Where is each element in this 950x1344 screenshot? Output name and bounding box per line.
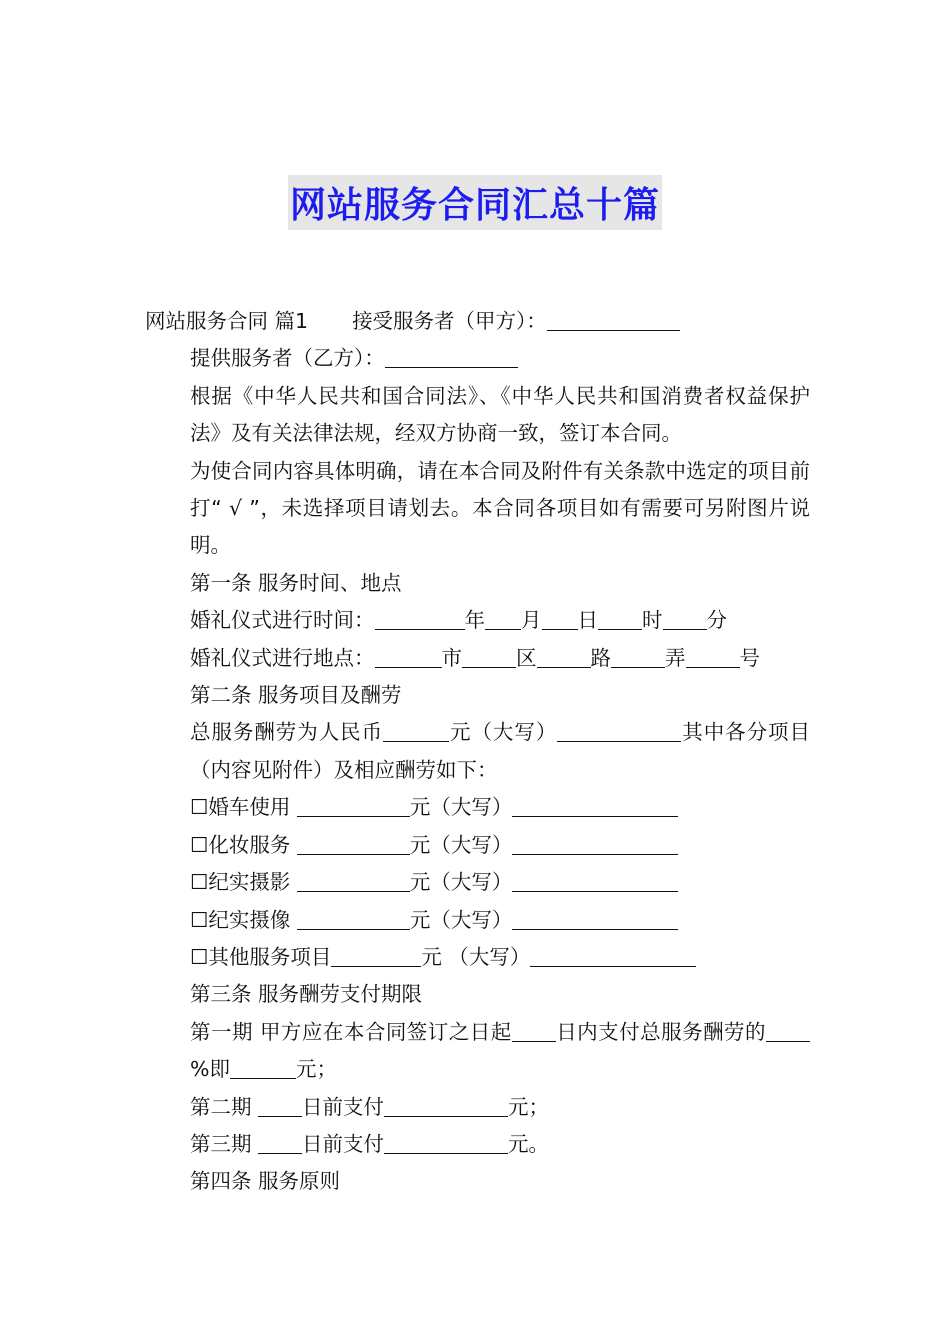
party-a-blank — [547, 308, 680, 331]
service-item-row — [145, 864, 810, 901]
payment-phase-3 — [145, 1126, 810, 1163]
document-body — [145, 303, 810, 1201]
road-unit: 路 — [590, 645, 611, 670]
phase-2-unit: 元； — [508, 1094, 550, 1119]
service-item-label: ☐纪实摄影 — [190, 870, 297, 895]
service-item-capital-label: 元（大写） — [409, 832, 513, 857]
year-blank — [375, 608, 465, 631]
article-1-heading: 第一条 服务时间、地点 — [190, 570, 402, 595]
service-item-amount-blank — [297, 795, 410, 818]
article-3-heading: 第三条 服务酬劳支付期限 — [190, 982, 423, 1007]
service-item-row — [145, 789, 810, 826]
party-a-label: 接受服务者（甲方）： — [352, 309, 547, 333]
city-blank — [375, 645, 442, 668]
service-item-capital-blank — [512, 795, 678, 818]
service-item-capital-blank — [512, 907, 678, 930]
phase-3-label: 第三期 — [190, 1131, 259, 1156]
party-b-label: 提供服务者（乙方）： — [190, 346, 385, 371]
minute-unit: 分 — [706, 608, 727, 633]
paragraph-legal-basis: 根据《中华人民共和国合同法》、《中华人民共和国消费者权益保护法》及有关法律法规，经双方协商一致，签订本合同。 — [190, 383, 810, 446]
contract-heading-line — [145, 303, 810, 340]
phase-1-text-2: 日内支付总服务酬劳的 — [555, 1019, 767, 1044]
district-blank — [462, 645, 516, 668]
month-unit: 月 — [521, 608, 542, 633]
ceremony-time-line — [145, 602, 810, 639]
phase-1-text: 第一期 甲方应在本合同签订之日起 — [190, 1019, 512, 1044]
phase-2-label: 第二期 — [190, 1094, 259, 1119]
article-2-heading: 第二条 服务项目及酬劳 — [190, 683, 402, 708]
lane-blank — [611, 645, 665, 668]
party-b-line — [145, 340, 810, 377]
phase-2-date-blank — [258, 1094, 302, 1117]
service-item-row — [145, 827, 810, 864]
service-item-row — [145, 939, 810, 976]
payment-phase-2 — [145, 1089, 810, 1126]
number-blank — [686, 645, 740, 668]
service-item-label: ☐其他服务项目 — [190, 944, 332, 969]
service-item-label: ☐纪实摄像 — [190, 907, 297, 932]
minute-blank — [663, 608, 707, 631]
day-unit: 日 — [577, 608, 598, 633]
document-title: 网站服务合同汇总十篇 — [288, 175, 662, 230]
service-item-amount-blank — [297, 832, 410, 855]
service-item-capital-blank — [512, 870, 678, 893]
year-unit: 年 — [464, 608, 485, 633]
phase-3-date-blank — [258, 1131, 302, 1154]
service-item-capital-label: 元（大写） — [409, 870, 513, 895]
day-blank — [542, 608, 578, 631]
phase-1-days-blank — [512, 1019, 556, 1042]
month-blank — [485, 608, 521, 631]
number-unit: 号 — [739, 645, 760, 670]
phase-2-amount-blank — [384, 1094, 508, 1117]
total-fee-note: 其中各分项目（内容见附件）及相应酬劳如下： — [190, 720, 811, 782]
service-item-label: ☐化妆服务 — [190, 832, 297, 857]
service-item-capital-blank — [512, 832, 678, 855]
hour-unit: 时 — [642, 608, 663, 633]
phase-1-amount-blank — [230, 1057, 296, 1080]
district-unit: 区 — [516, 645, 537, 670]
service-item-capital-label: 元（大写） — [409, 795, 513, 820]
service-item-label: ☐婚车使用 — [190, 795, 297, 820]
phase-3-unit: 元。 — [508, 1131, 550, 1156]
article-4-heading: 第四条 服务原则 — [190, 1169, 341, 1194]
ceremony-place-line — [145, 640, 810, 677]
total-fee-capital-label: 元（大写） — [449, 720, 558, 745]
lane-unit: 弄 — [665, 645, 686, 670]
service-item-capital-blank — [530, 944, 696, 967]
service-item-amount-blank — [331, 944, 421, 967]
road-blank — [537, 645, 591, 668]
service-item-capital-label: 元（大写） — [409, 907, 513, 932]
service-item-capital-label: 元 （大写） — [421, 944, 531, 969]
service-item-amount-blank — [297, 870, 410, 893]
phase-1-percent-unit: %即 — [190, 1057, 230, 1082]
total-fee-capital-blank — [557, 720, 681, 743]
hour-blank — [598, 608, 642, 631]
paragraph-instructions: 为使合同内容具体明确，请在本合同及附件有关条款中选定的项目前打“ √ ”，未选择项目请划去。本合同各项目如有需要可另附图片说明。 — [190, 458, 810, 558]
phase-1-amount-unit: 元； — [295, 1057, 337, 1082]
phase-3-text: 日前支付 — [302, 1131, 385, 1156]
service-item-amount-blank — [297, 907, 410, 930]
total-fee-blank — [383, 720, 449, 743]
total-fee-label: 总服务酬劳为人民币 — [190, 720, 384, 745]
document-title-wrap — [0, 175, 950, 230]
total-fee-paragraph — [145, 714, 810, 789]
city-unit: 市 — [441, 645, 462, 670]
time-label: 婚礼仪式进行时间： — [190, 608, 375, 633]
phase-3-amount-blank — [384, 1131, 508, 1154]
payment-phase-1 — [145, 1014, 810, 1089]
contract-number: 网站服务合同 篇1 — [145, 309, 309, 333]
phase-2-text: 日前支付 — [302, 1094, 385, 1119]
party-b-blank — [385, 346, 518, 369]
place-label: 婚礼仪式进行地点： — [190, 645, 375, 670]
service-item-row — [145, 902, 810, 939]
phase-1-percent-blank — [766, 1019, 810, 1042]
